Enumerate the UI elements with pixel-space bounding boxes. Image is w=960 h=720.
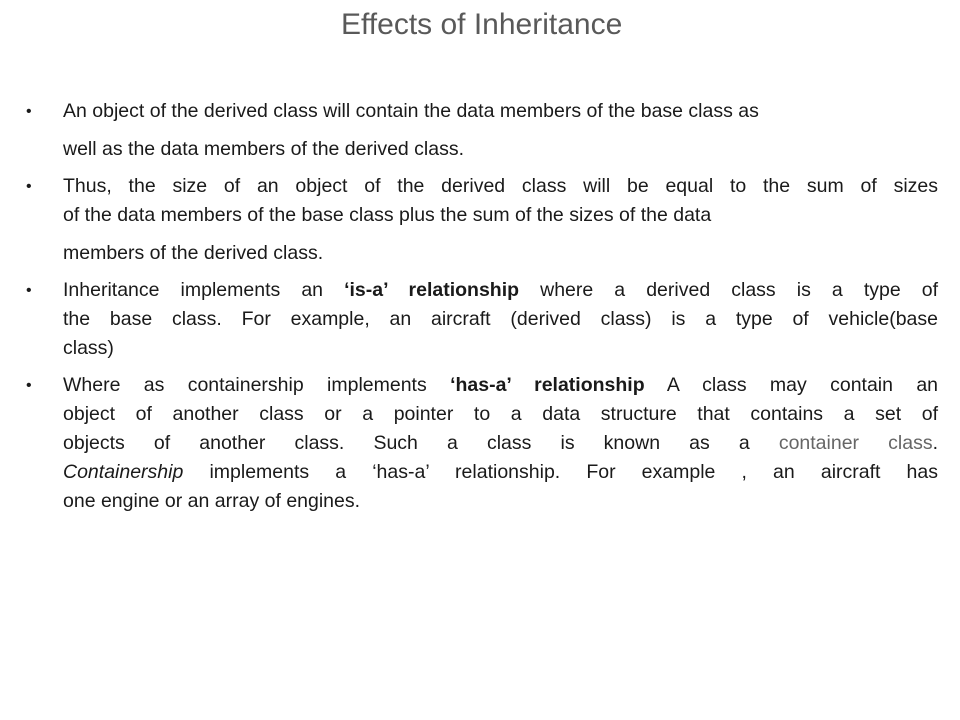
bullet-line: An object of the derived class will contain the data members of the base class as [63, 100, 759, 122]
bullet-line: the base class. For example, an aircraft (derived class) is a type of vehicle(base [63, 308, 938, 330]
bullet-line: well as the data members of the derived class. [63, 138, 465, 160]
bullet-item [26, 276, 938, 363]
bullet-icon: • [26, 103, 32, 120]
bullet-line [63, 458, 938, 487]
bullet-text [63, 371, 938, 516]
bullet-segment: implements a ‘has-a’ relationship. For example , an aircraft has [183, 461, 938, 483]
bullet-text [63, 172, 938, 268]
title-area [0, 8, 960, 52]
bullet-line: of the data members of the base class plus the sum of the sizes of the data [63, 204, 712, 226]
has-a-term: ‘has-a’ relationship [450, 374, 645, 396]
bullet-segment: Inheritance implements an [63, 279, 345, 301]
bullet-line: members of the derived class. [63, 242, 324, 264]
bullet-icon: • [26, 282, 32, 299]
bullet-list [26, 97, 938, 524]
bullet-line: one engine or an array of engines. [63, 490, 361, 512]
bullet-line [63, 371, 938, 400]
bullet-line: class) [63, 337, 114, 359]
bullet-line [63, 429, 938, 458]
slide-title: Effects of Inheritance [341, 8, 623, 41]
bullet-text [63, 97, 938, 164]
is-a-term: ‘is-a’ relationship [344, 279, 520, 301]
bullet-item [26, 97, 938, 164]
bullet-segment: . [932, 432, 938, 454]
bullet-item [26, 371, 938, 516]
bullet-line [63, 276, 938, 305]
bullet-text [63, 276, 938, 363]
bullet-segment: objects of another class. Such a class is known as a [63, 432, 779, 454]
bullet-segment: A class may contain an [644, 374, 939, 396]
containership-term: Containership [63, 461, 184, 483]
bullet-item [26, 172, 938, 268]
bullet-icon: • [26, 178, 32, 195]
bullet-line: object of another class or a pointer to a data structure that contains a set of [63, 403, 938, 425]
bullet-icon: • [26, 377, 32, 394]
bullet-line: Thus, the size of an object of the derived class will be equal to the sum of sizes [63, 175, 938, 197]
bullet-segment: where a derived class is a type of [519, 279, 939, 301]
bullet-segment: Where as containership implements [63, 374, 451, 396]
container-class-term: container class [778, 432, 933, 454]
